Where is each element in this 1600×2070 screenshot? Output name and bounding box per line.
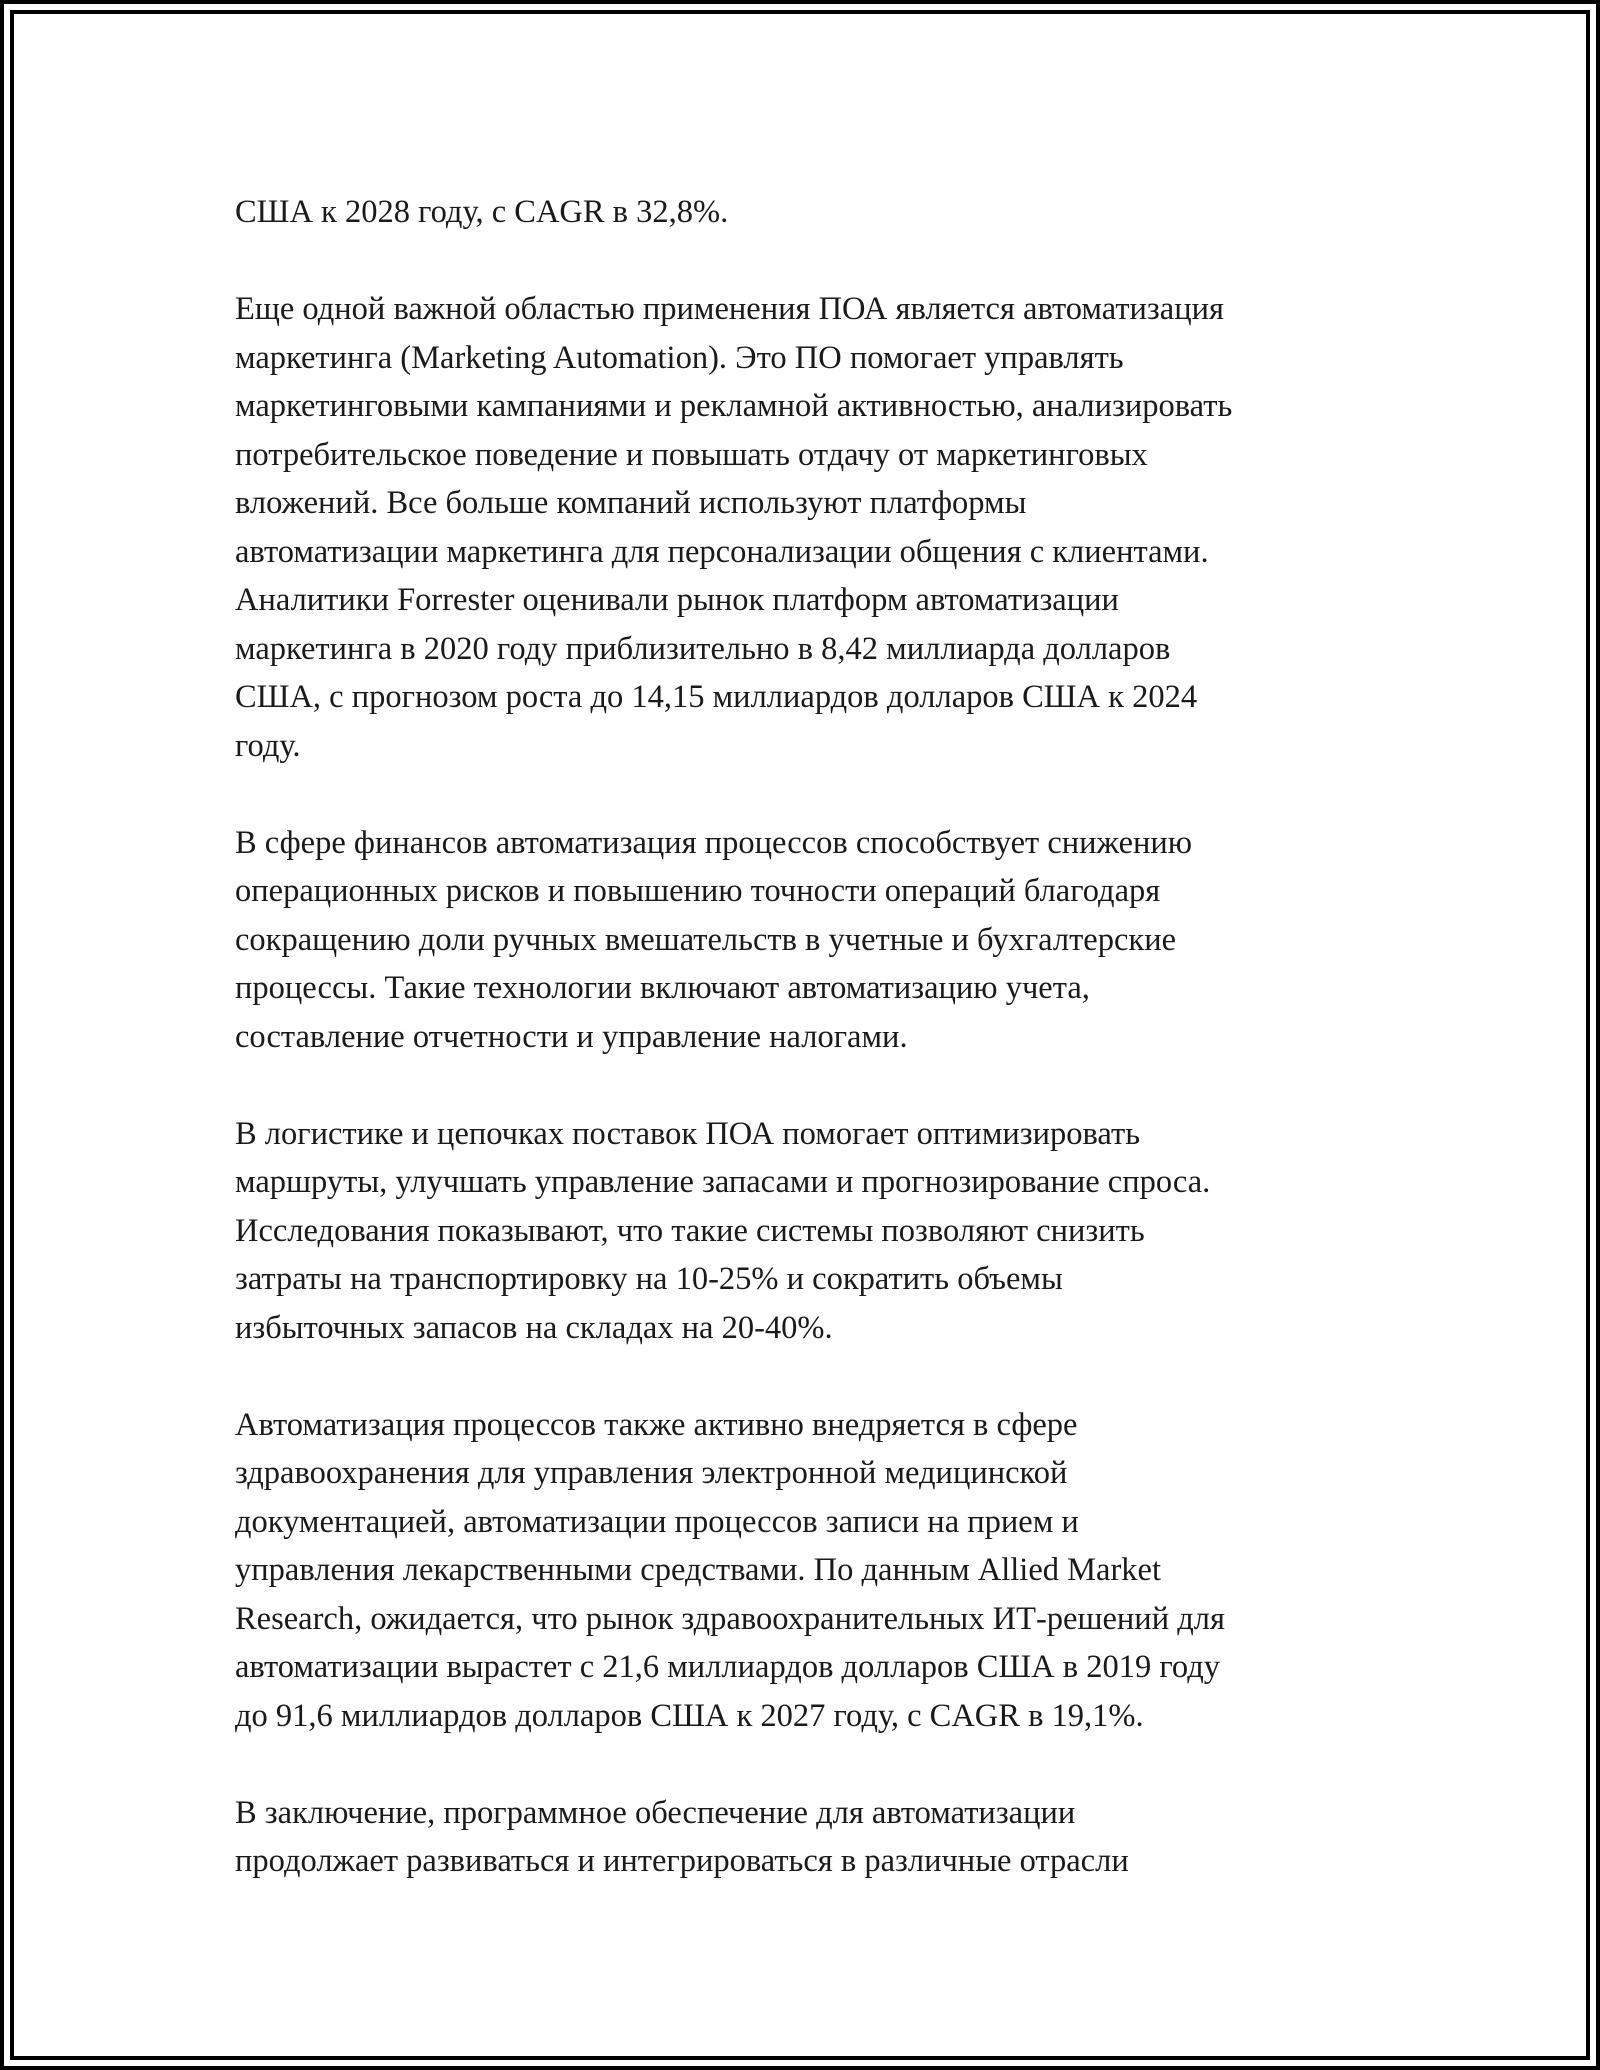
paragraph-marketing-automation: Еще одной важной областью применения ПОА является автоматизация маркетинга (Marketing Automation). Это ПО помогает управлять маркетинговыми кампаниями и рекламной активностью, анализировать потребительское поведение и повышать отдачу от маркетинговых вложений. Все больше компаний используют платформы автоматизации маркетинга для персонализации общения с клиентами. Аналитики Forrester оценивали рынок платформ автоматизации маркетинга в 2020 году приблизительно в 8,42 миллиарда долларов США, с прогнозом роста до 14,15 миллиардов долларов США к 2024 году. — [235, 291, 1233, 764]
document-body — [235, 188, 1385, 1886]
paragraph-finance: В сфере финансов автоматизация процессов способствует снижению операционных рисков и повышению точности операций благодаря сокращению доли ручных вмешательств в учетные и бухгалтерские процессы. Такие технологии включают автоматизацию учета, составление отчетности и управление налогами. — [235, 824, 1193, 1055]
paragraph-healthcare: Автоматизация процессов также активно внедряется в сфере здравоохранения для управления электронной медицинской документацией, автоматизации процессов записи на прием и управления лекарственными средствами. По данным Allied Market Research, ожидается, что рынок здравоохранительных ИТ-решений для автоматизации вырастет с 21,6 миллиардов долларов США в 2019 году до 91,6 миллиардов долларов США к 2027 году, с CAGR в 19,1%. — [235, 1406, 1225, 1734]
paragraph-cagr-continuation: США к 2028 году, с CAGR в 32,8%. — [235, 194, 729, 230]
paragraph-conclusion: В заключение, программное обеспечение для автоматизации продолжает развиваться и интегрироваться в различные отрасли — [235, 1794, 1129, 1879]
paragraph-logistics: В логистике и цепочках поставок ПОА помогает оптимизировать маршруты, улучшать управление запасами и прогнозирование спроса. Исследования показывают, что такие системы позволяют снизить затраты на транспортировку на 10-25% и сократить объемы избыточных запасов на складах на 20-40%. — [235, 1115, 1211, 1346]
